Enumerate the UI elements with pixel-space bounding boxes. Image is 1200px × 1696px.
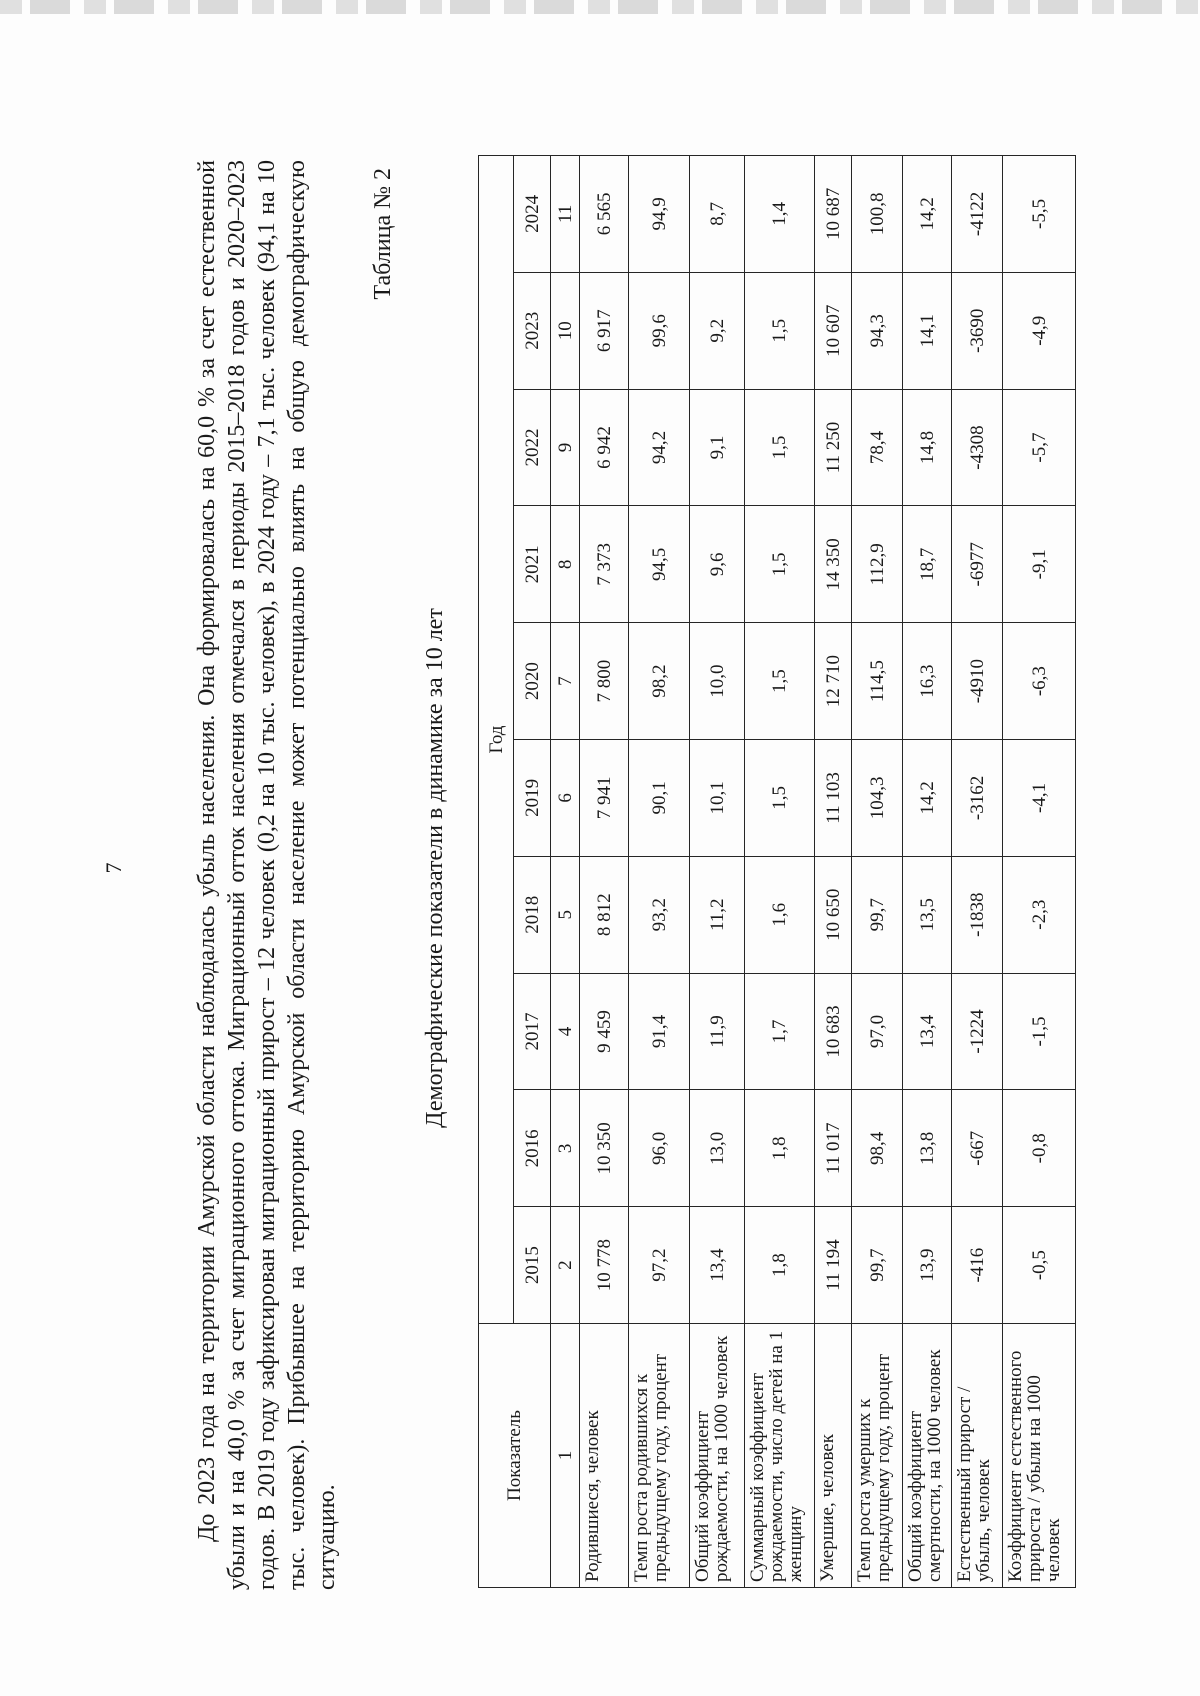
table-cell: 98,4 <box>852 1090 903 1207</box>
table-row <box>1003 156 1076 1588</box>
table-cell: 112,9 <box>852 506 903 623</box>
table-cell: 13,8 <box>903 1090 952 1207</box>
table-row <box>852 156 903 1588</box>
table-cell: 99,6 <box>629 272 690 389</box>
table-cell: 9 459 <box>580 973 629 1090</box>
table-cell: -6977 <box>952 506 1003 623</box>
table-cell: 18,7 <box>903 506 952 623</box>
table-cell: -0,8 <box>1003 1090 1076 1207</box>
table-cell: 1,5 <box>745 272 815 389</box>
table-cell: 13,0 <box>690 1090 745 1207</box>
body-paragraph: До 2023 года на территории Амурской области наблюдалась убыль населения. Она формировалась на 60,0 % за счет естественной убыли и на 40,0 % за счет миграционного оттока. Миграционный отток населения отмечался в периоды 2015–2018 годов и 2020–2023 годов. В 2019 году зафиксирован миграционный прирост – 12 человек (0,2 на 10 тыс. человек), в 2024 году – 7,1 тыс. человек (94,1 на 10 тыс. человек). Прибывшее на территорию Амурской области население может потенциально влиять на общую демографическую ситуацию. <box>194 160 340 1590</box>
column-number: 5 <box>551 856 580 973</box>
year-cell: 2018 <box>514 856 551 973</box>
year-cell: 2019 <box>514 740 551 857</box>
table-cell: 1,8 <box>745 1090 815 1207</box>
table-cell: -4910 <box>952 623 1003 740</box>
table-cell: 11,2 <box>690 856 745 973</box>
table-cell: 7 373 <box>580 506 629 623</box>
rotated-page-content <box>100 138 1064 1598</box>
table-cell: -4308 <box>952 389 1003 506</box>
table-cell: 16,3 <box>903 623 952 740</box>
row-label: Общий коэффициент рождаемости, на 1000 человек <box>690 1324 745 1588</box>
table-cell: 11 103 <box>815 740 852 857</box>
column-number: 11 <box>551 156 580 273</box>
header-indicator: Показатель <box>479 1324 551 1588</box>
scan-artifact-strip <box>0 0 1200 14</box>
table-cell: 78,4 <box>852 389 903 506</box>
table-cell: 1,7 <box>745 973 815 1090</box>
table-header-row <box>479 156 514 1588</box>
table-cell: 6 565 <box>580 156 629 273</box>
table-row <box>580 156 629 1588</box>
table-number: Таблица № 2 <box>370 168 396 300</box>
table-cell: 99,7 <box>852 1207 903 1324</box>
table-cell: -3162 <box>952 740 1003 857</box>
table-cell: 14,1 <box>903 272 952 389</box>
row-label: Естественный прирост / убыль, человек <box>952 1324 1003 1588</box>
table-cell: 13,9 <box>903 1207 952 1324</box>
table-cell: 13,4 <box>690 1207 745 1324</box>
year-cell: 2015 <box>514 1207 551 1324</box>
table-cell: -6,3 <box>1003 623 1076 740</box>
table-cell: 1,5 <box>745 389 815 506</box>
table-cell: 14,2 <box>903 740 952 857</box>
row-label: Суммарный коэффициент рождаемости, число детей на 1 женщину <box>745 1324 815 1588</box>
table-cell: 11 250 <box>815 389 852 506</box>
table-cell: 94,5 <box>629 506 690 623</box>
table-cell: -9,1 <box>1003 506 1076 623</box>
table-cell: -416 <box>952 1207 1003 1324</box>
table-cell: -5,5 <box>1003 156 1076 273</box>
table-cell: 8 812 <box>580 856 629 973</box>
table-cell: 94,9 <box>629 156 690 273</box>
table-cell: 9,1 <box>690 389 745 506</box>
table-cell: 97,0 <box>852 973 903 1090</box>
table-cell: 114,5 <box>852 623 903 740</box>
table-cell: -667 <box>952 1090 1003 1207</box>
column-number-row <box>551 156 580 1588</box>
table-cell: 10,1 <box>690 740 745 857</box>
row-label: Коэффициент естественного прироста / убыли на 1000 человек <box>1003 1324 1076 1588</box>
table-cell: 1,5 <box>745 506 815 623</box>
table-cell: -1,5 <box>1003 973 1076 1090</box>
table-row <box>815 156 852 1588</box>
table-cell: 98,2 <box>629 623 690 740</box>
table-title: Демографические показатели в динамике за 10 лет <box>422 608 448 1128</box>
table-cell: 96,0 <box>629 1090 690 1207</box>
table-cell: -4,9 <box>1003 272 1076 389</box>
table-row <box>690 156 745 1588</box>
table-cell: 93,2 <box>629 856 690 973</box>
table-cell: 10 650 <box>815 856 852 973</box>
table-cell: -1838 <box>952 856 1003 973</box>
year-cell: 2016 <box>514 1090 551 1207</box>
table-cell: -2,3 <box>1003 856 1076 973</box>
row-label: Темп роста родившихся к предыдущему году, процент <box>629 1324 690 1588</box>
column-number: 3 <box>551 1090 580 1207</box>
year-cell: 2024 <box>514 156 551 273</box>
table-cell: 1,8 <box>745 1207 815 1324</box>
table-row <box>629 156 690 1588</box>
table-cell: 10,0 <box>690 623 745 740</box>
table-cell: -0,5 <box>1003 1207 1076 1324</box>
table-cell: 10 687 <box>815 156 852 273</box>
table-cell: 11 194 <box>815 1207 852 1324</box>
table-cell: 94,3 <box>852 272 903 389</box>
table-cell: 14,2 <box>903 156 952 273</box>
table-cell: 90,1 <box>629 740 690 857</box>
table-cell: 94,2 <box>629 389 690 506</box>
table-cell: 97,2 <box>629 1207 690 1324</box>
table-cell: 11 017 <box>815 1090 852 1207</box>
table-cell: 7 941 <box>580 740 629 857</box>
row-label: Общий коэффициент смертности, на 1000 человек <box>903 1324 952 1588</box>
table-cell: -1224 <box>952 973 1003 1090</box>
table-cell: 7 800 <box>580 623 629 740</box>
table-cell: 99,7 <box>852 856 903 973</box>
table-cell: 9,6 <box>690 506 745 623</box>
table-cell: 11,9 <box>690 973 745 1090</box>
table-cell: 12 710 <box>815 623 852 740</box>
table-cell: 13,5 <box>903 856 952 973</box>
table-cell: 6 942 <box>580 389 629 506</box>
column-number: 8 <box>551 506 580 623</box>
row-label: Умершие, человек <box>815 1324 852 1588</box>
table-cell: 104,3 <box>852 740 903 857</box>
page-number: 7 <box>101 862 126 874</box>
table-cell: 10 350 <box>580 1090 629 1207</box>
table-cell: 100,8 <box>852 156 903 273</box>
table-row <box>745 156 815 1588</box>
year-cell: 2023 <box>514 272 551 389</box>
year-cell: 2020 <box>514 623 551 740</box>
header-year: Год <box>479 156 514 1324</box>
column-number: 9 <box>551 389 580 506</box>
column-number: 7 <box>551 623 580 740</box>
table-cell: 6 917 <box>580 272 629 389</box>
table-cell: 14,8 <box>903 389 952 506</box>
table-cell: 8,7 <box>690 156 745 273</box>
column-number: 10 <box>551 272 580 389</box>
demographic-table <box>478 155 1076 1588</box>
row-label: Темп роста умерших к предыдущему году, процент <box>852 1324 903 1588</box>
table-cell: 10 778 <box>580 1207 629 1324</box>
year-cell: 2021 <box>514 506 551 623</box>
table-cell: 1,5 <box>745 740 815 857</box>
table-cell: 13,4 <box>903 973 952 1090</box>
table-row <box>952 156 1003 1588</box>
table-cell: 1,6 <box>745 856 815 973</box>
table-cell: -3690 <box>952 272 1003 389</box>
year-cell: 2017 <box>514 973 551 1090</box>
table-cell: 91,4 <box>629 973 690 1090</box>
table-row <box>903 156 952 1588</box>
table-cell: -4,1 <box>1003 740 1076 857</box>
row-label: Родившиеся, человек <box>580 1324 629 1588</box>
table-cell: 10 607 <box>815 272 852 389</box>
table-cell: 1,4 <box>745 156 815 273</box>
table-cell: -5,7 <box>1003 389 1076 506</box>
table-cell: 1,5 <box>745 623 815 740</box>
column-number: 2 <box>551 1207 580 1324</box>
column-number: 4 <box>551 973 580 1090</box>
table-cell: 9,2 <box>690 272 745 389</box>
year-cell: 2022 <box>514 389 551 506</box>
column-number: 1 <box>551 1324 580 1588</box>
table-cell: 14 350 <box>815 506 852 623</box>
column-number: 6 <box>551 740 580 857</box>
table-cell: -4122 <box>952 156 1003 273</box>
table-cell: 10 683 <box>815 973 852 1090</box>
